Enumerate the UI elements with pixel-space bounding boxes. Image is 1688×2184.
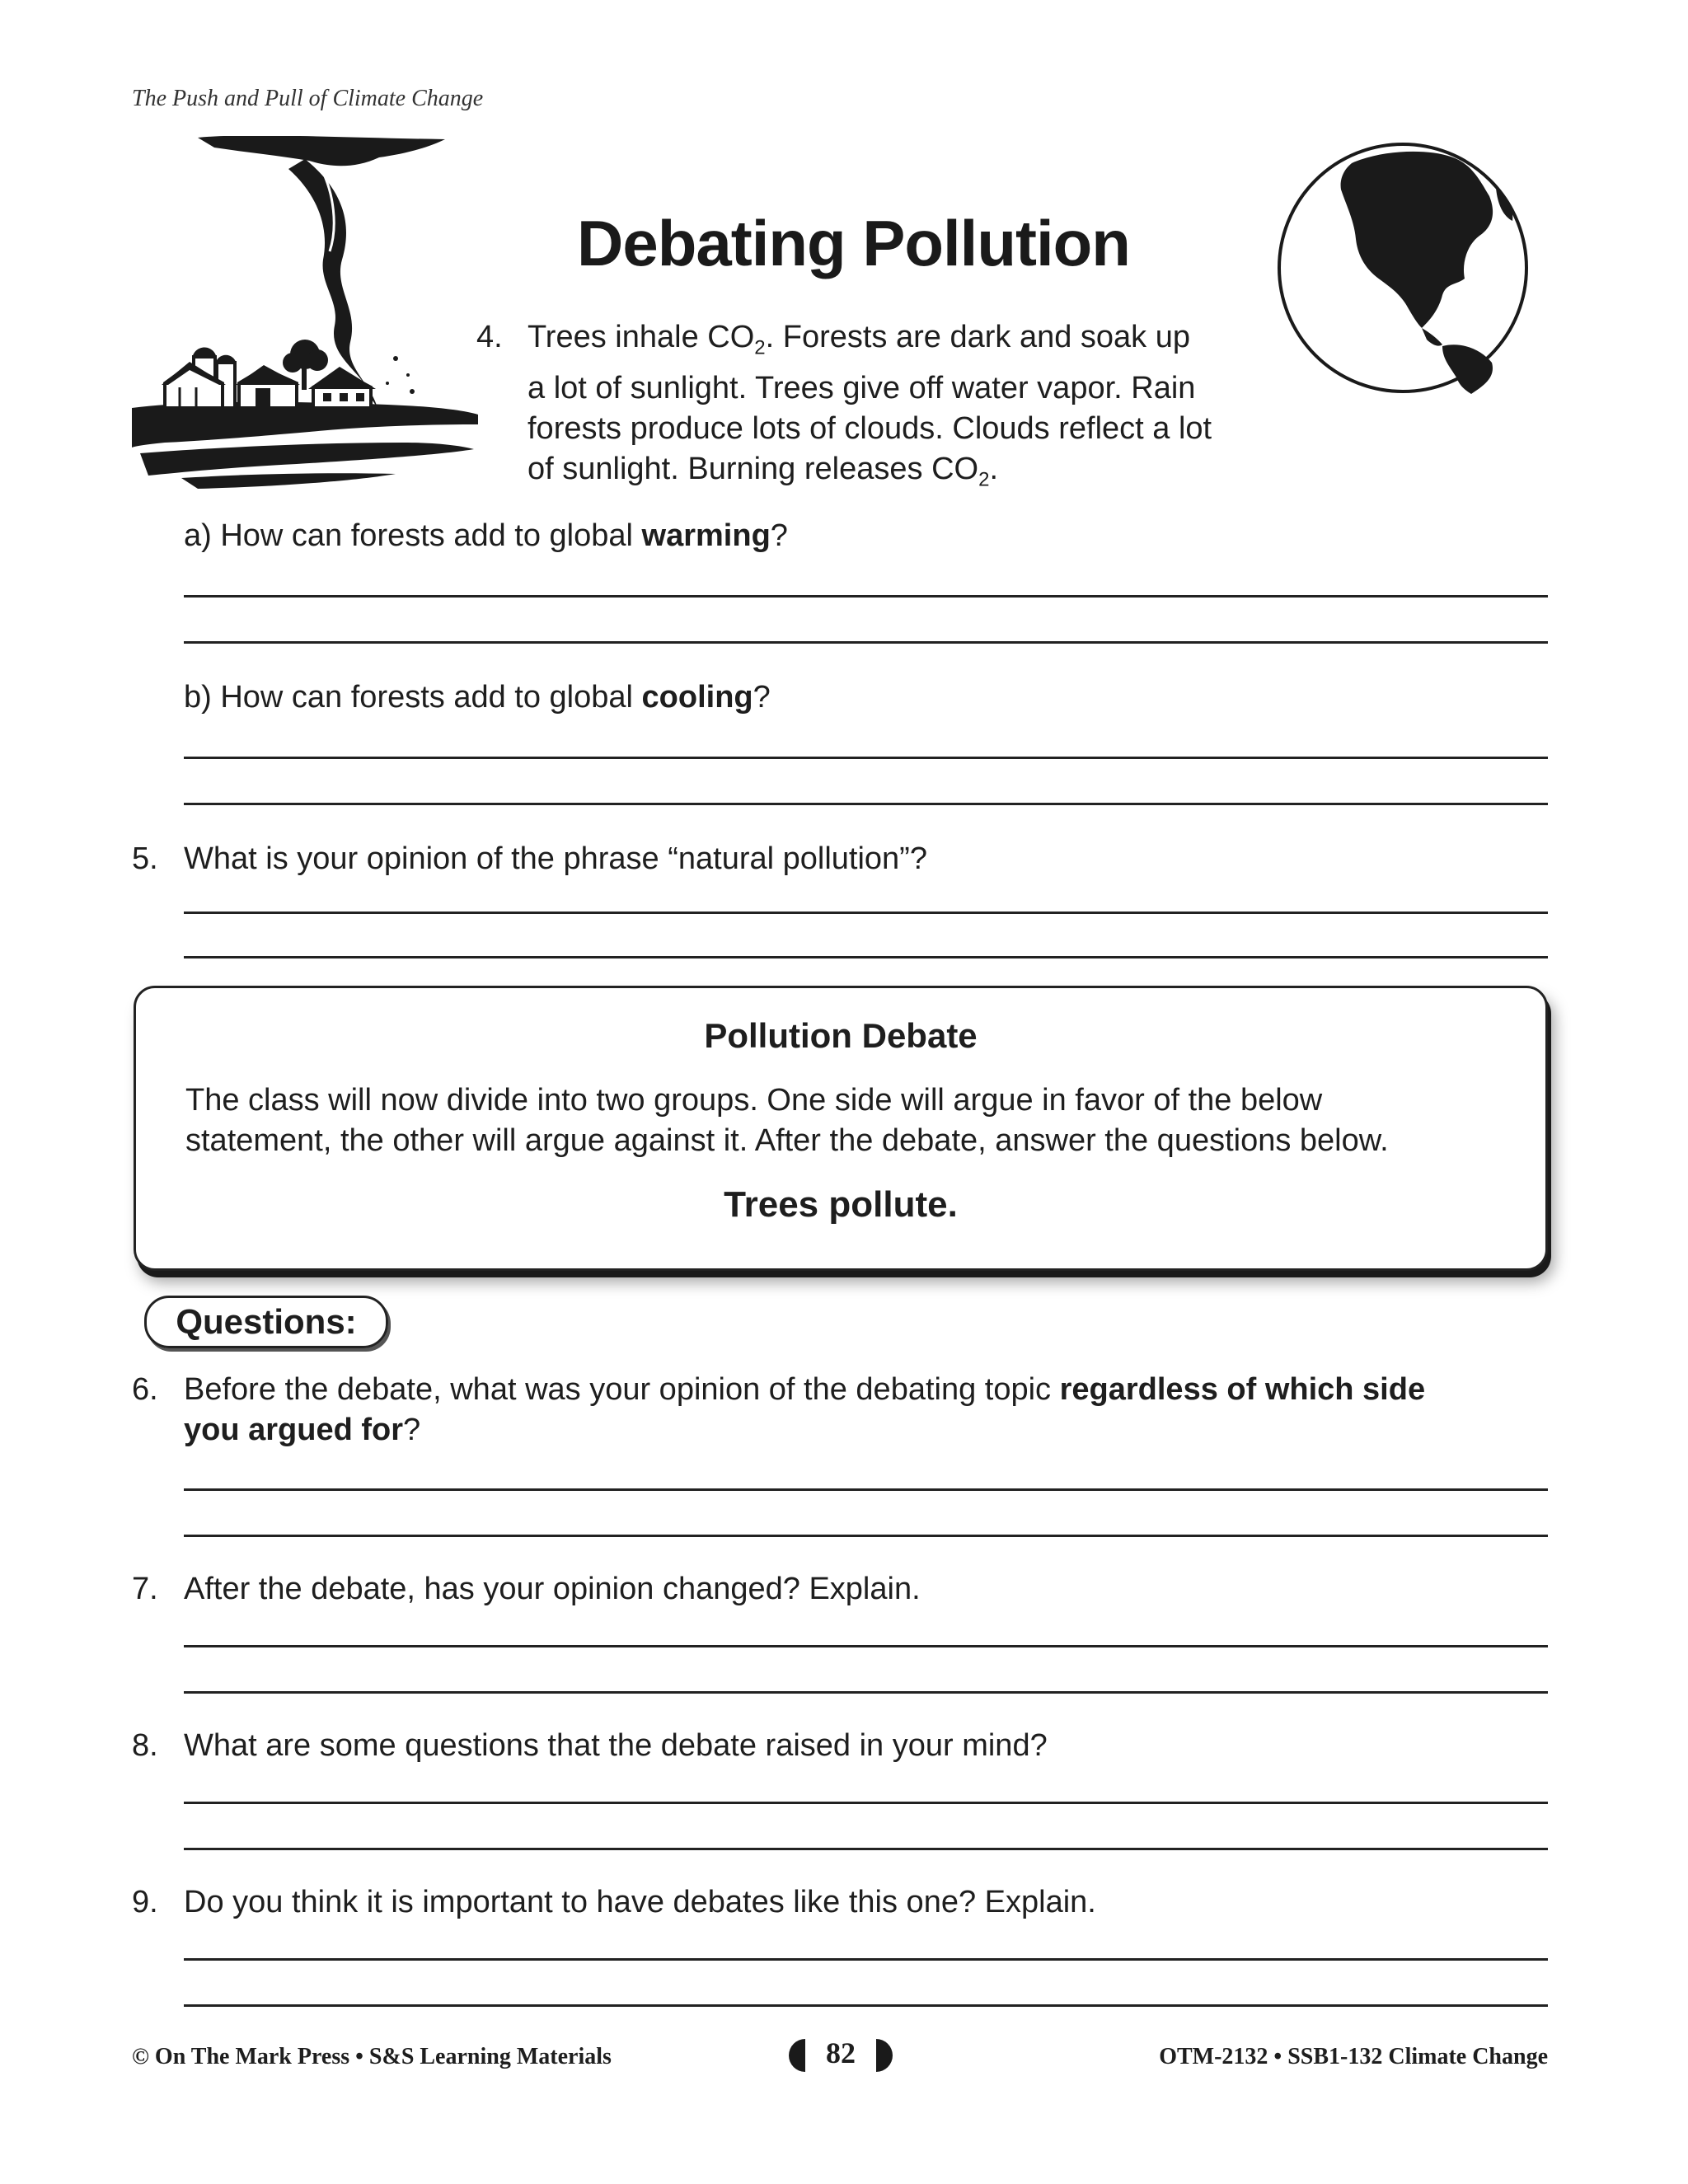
question-7-text: After the debate, has your opinion changed? Explain. — [184, 1572, 921, 1606]
q6-suffix: ? — [403, 1413, 421, 1447]
q4b-suffix: ? — [753, 680, 771, 715]
debate-box-title: Pollution Debate — [704, 1016, 978, 1055]
q4-line4-text-end: . — [989, 451, 998, 486]
question-number: 4. — [476, 320, 503, 354]
page-number: 82 — [826, 2036, 856, 2069]
question-9-text: Do you think it is important to have debates like this one? Explain. — [184, 1885, 1096, 1919]
question-4a — [184, 516, 788, 556]
running-head: The Push and Pull of Climate Change — [132, 86, 484, 111]
question-number: 8. — [132, 1728, 158, 1763]
answer-line[interactable] — [184, 956, 1548, 958]
tornado-farm-illustration — [132, 136, 478, 490]
q4-line1-text: Trees inhale CO — [528, 320, 755, 354]
subscript-2: 2 — [978, 468, 990, 491]
q6-text: Before the debate, what was your opinion of the debating topic — [184, 1372, 1060, 1407]
answer-line[interactable] — [184, 912, 1548, 914]
left-half-circle-icon — [787, 2039, 805, 2072]
question-number: 7. — [132, 1572, 158, 1606]
q4-line1-text-end: . Forests are dark and soak up — [765, 320, 1190, 354]
answer-line[interactable] — [184, 757, 1548, 759]
q6-bold: you argued for — [184, 1413, 404, 1447]
answer-line[interactable] — [184, 595, 1548, 598]
page-number-tab — [787, 2036, 894, 2074]
answer-line[interactable] — [184, 1848, 1548, 1850]
q4-line4-text: of sunlight. Burning releases CO — [528, 451, 979, 486]
question-number: 5. — [132, 841, 158, 876]
globe-icon — [1273, 138, 1533, 398]
question-4-intro — [476, 317, 1268, 499]
right-half-circle-icon — [876, 2039, 894, 2072]
answer-line[interactable] — [184, 2004, 1548, 2007]
footer-product-code: OTM-2132 • SSB1-132 Climate Change — [1159, 2044, 1548, 2069]
footer-copyright: © On The Mark Press • S&S Learning Materials — [132, 2044, 612, 2069]
page-title: Debating Pollution — [577, 207, 1130, 279]
question-6-text — [184, 1370, 1552, 1451]
debate-text-line: The class will now divide into two groups. One side will argue in favor of the below — [185, 1083, 1323, 1118]
q4-line2-text: a lot of sunlight. Trees give off water vapor. Rain — [528, 370, 1196, 405]
debate-box — [134, 986, 1548, 1271]
q4-line3-text: forests produce lots of clouds. Clouds reflect a lot — [528, 410, 1212, 446]
q4a-suffix: ? — [770, 518, 788, 553]
answer-line[interactable] — [184, 1958, 1548, 1961]
question-5-text: What is your opinion of the phrase “natural pollution”? — [184, 841, 927, 876]
question-4b — [184, 677, 771, 718]
question-8-text: What are some questions that the debate raised in your mind? — [184, 1728, 1048, 1763]
answer-line[interactable] — [184, 1802, 1548, 1804]
answer-line[interactable] — [184, 641, 1548, 644]
q4b-text: b) How can forests add to global — [184, 680, 642, 715]
answer-line[interactable] — [184, 803, 1548, 805]
answer-line[interactable] — [184, 1691, 1548, 1694]
question-number: 9. — [132, 1885, 158, 1919]
debate-statement: Trees pollute. — [724, 1184, 958, 1225]
questions-label: Questions: — [144, 1296, 388, 1348]
question-number: 6. — [132, 1372, 158, 1407]
answer-line[interactable] — [184, 1645, 1548, 1647]
q4a-text: a) How can forests add to global — [184, 518, 642, 553]
answer-line[interactable] — [184, 1488, 1548, 1491]
answer-line[interactable] — [184, 1535, 1548, 1537]
debate-text-line: statement, the other will argue against it. After the debate, answer the questions below. — [185, 1123, 1389, 1158]
q4a-bold: warming — [641, 518, 771, 553]
q6-bold: regardless of which side — [1059, 1372, 1426, 1407]
debate-box-text — [185, 1080, 1512, 1161]
q4b-bold: cooling — [641, 680, 753, 715]
subscript-2: 2 — [754, 336, 766, 359]
